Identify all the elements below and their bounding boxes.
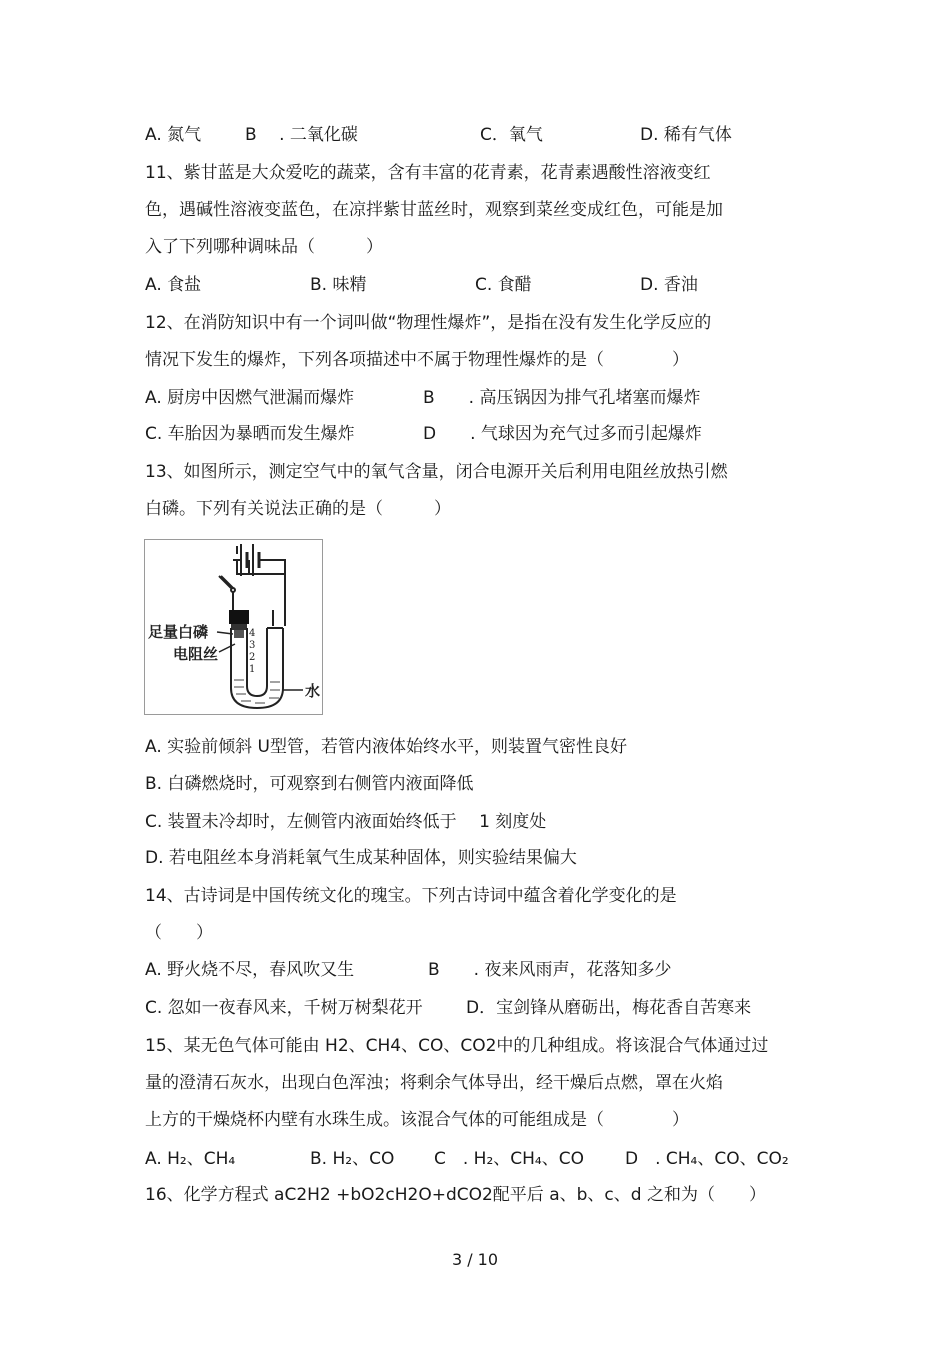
label-white-phosphorus: 足量白磷 <box>148 623 209 641</box>
apparatus-diagram <box>145 540 322 714</box>
q13-stem-line-2: 白磷。下列有关说法正确的是（ ） <box>145 499 451 519</box>
battery-icon <box>233 544 285 576</box>
label-water: 水 <box>305 682 321 700</box>
white-phosphorus <box>234 630 244 638</box>
q14-stem-line-2: （ ） <box>145 923 213 943</box>
q12-option-d: D . 气球因为充气过多而引起爆炸 <box>423 424 702 444</box>
q11-stem-line-1: 11、紫甘蓝是大众爱吃的蔬菜，含有丰富的花青素，花青素遇酸性溶液变红 <box>145 163 711 183</box>
q11-option-b: B. 味精 <box>310 275 367 295</box>
q13-option-b: B. 白磷燃烧时，可观察到右侧管内液面降低 <box>145 774 474 794</box>
q13-option-c: C. 装置未冷却时，左侧管内液面始终低于 1 刻度处 <box>145 812 547 832</box>
q15-option-b: B. H₂、CO <box>310 1149 395 1169</box>
q13-option-a: A. 实验前倾斜 U型管，若管内液体始终水平，则装置气密性良好 <box>145 737 627 757</box>
q11-option-d: D. 香油 <box>640 275 698 295</box>
q11-stem-line-2: 色，遇碱性溶液变蓝色，在凉拌紫甘蓝丝时，观察到菜丝变成红色，可能是加 <box>145 200 723 220</box>
q11-stem-line-3: 入了下列哪种调味品（ ） <box>145 237 383 257</box>
q14-option-a: A. 野火烧不尽，春风吹又生 <box>145 960 355 980</box>
scale-mark-4: 4 <box>249 628 256 639</box>
q15-stem-line-3: 上方的干燥烧杯内壁有水珠生成。该混合气体的可能组成是（ ） <box>145 1110 689 1130</box>
scale-mark-1: 1 <box>249 664 256 675</box>
q14-option-c: C. 忽如一夜春风来，千树万树梨花开 <box>145 998 423 1018</box>
q15-stem-line-2: 量的澄清石灰水，出现白色浑浊；将剩余气体导出，经干燥后点燃，罩在火焰 <box>145 1073 723 1093</box>
rubber-stopper <box>229 610 249 624</box>
q11-option-c: C. 食醋 <box>475 275 532 295</box>
leader-wire <box>219 644 235 652</box>
label-resistance-wire: 电阻丝 <box>173 645 219 663</box>
q12-option-a: A. 厨房中因燃气泄漏而爆炸 <box>145 388 355 408</box>
q16-stem: 16、化学方程式 aC2H2 +bO2cH2O+dCO2配平后 a、b、c、d 之和为（ ） <box>145 1185 766 1205</box>
q12-option-c: C. 车胎因为暴晒而发生爆炸 <box>145 424 355 444</box>
water-fill <box>234 680 280 703</box>
q13-apparatus-figure <box>144 539 323 715</box>
q11-option-a: A. 食盐 <box>145 275 202 295</box>
q10-option-d: D. 稀有气体 <box>640 125 732 145</box>
q15-option-c: C . H₂、CH₄、CO <box>434 1149 584 1169</box>
q14-stem-line-1: 14、古诗词是中国传统文化的瑰宝。下列古诗词中蕴含着化学变化的是 <box>145 886 677 906</box>
scale-mark-3: 3 <box>249 640 256 651</box>
q15-option-d: D . CH₄、CO、CO₂ <box>625 1149 789 1169</box>
scale-mark-2: 2 <box>249 652 256 663</box>
q12-option-b: B . 高压锅因为排气孔堵塞而爆炸 <box>423 388 701 408</box>
q14-option-d: D．宝剑锋从磨砺出，梅花香自苦寒来 <box>466 998 752 1018</box>
page-number: 3 / 10 <box>451 1250 499 1269</box>
u-tube <box>231 628 283 708</box>
switch-icon <box>219 576 235 592</box>
q13-option-d: D. 若电阻丝本身消耗氧气生成某种固体，则实验结果偏大 <box>145 848 577 868</box>
q12-stem-line-2: 情况下发生的爆炸，下列各项描述中不属于物理性爆炸的是（ ） <box>145 350 689 370</box>
stopper-neck <box>231 624 247 630</box>
q13-stem-line-1: 13、如图所示，测定空气中的氧气含量，闭合电源开关后利用电阻丝放热引燃 <box>145 462 728 482</box>
q10-option-a: A. 氮气 <box>145 125 202 145</box>
q10-option-c: C．氧气 <box>480 125 543 145</box>
q15-stem-line-1: 15、某无色气体可能由 H2、CH4、CO、CO2中的几种组成。将该混合气体通过过 <box>145 1036 769 1056</box>
q10-option-b: B . 二氧化碳 <box>245 125 358 145</box>
q14-option-b: B . 夜来风雨声，花落知多少 <box>428 960 672 980</box>
q12-stem-line-1: 12、在消防知识中有一个词叫做“物理性爆炸”，是指在没有发生化学反应的 <box>145 313 712 333</box>
q15-option-a: A. H₂、CH₄ <box>145 1149 236 1169</box>
